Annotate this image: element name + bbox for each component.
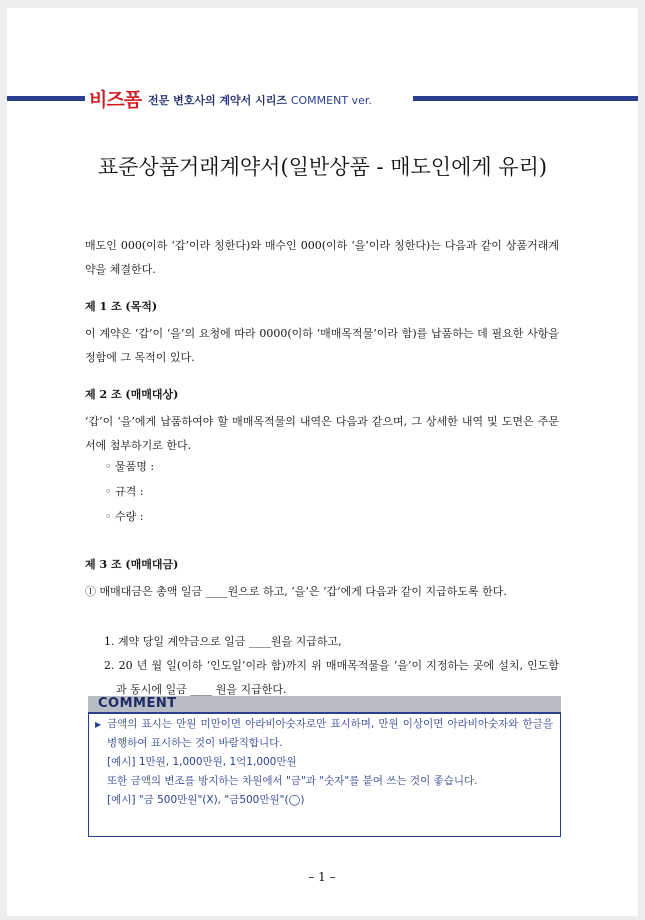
article2-text: ‘갑’이 ‘을’에게 납품하여야 할 매매목적물의 내역은 다음과 같으며, 그 상세한 내역 및 도면은 주문서에 첨부하기로 한다.	[85, 415, 559, 452]
series-title-ko: 전문 변호사의 계약서 시리즈	[148, 94, 287, 107]
intro-paragraph: 매도인 000(이하 ‘갑’이라 칭한다)와 매수인 000(이하 ‘을’이라 칭한다)는 다음과 같이 상품거래계약을 체결한다.	[85, 239, 559, 276]
contract-title: 표준상품거래계약서(일반상품 - 매도인에게 유리)	[97, 155, 548, 179]
article2-item: ◦ 수량 :	[105, 510, 144, 523]
article2-item: ◦ 규격 :	[105, 485, 144, 498]
triangle-right-icon: ▶	[95, 720, 102, 729]
article3-sub1: 1. 계약 당일 계약금으로 일금 ____원을 지급하고,	[104, 635, 342, 648]
article3-heading: 제 3 조 (매매대금)	[85, 558, 179, 571]
comment-body	[107, 715, 553, 810]
comment-label: COMMENT	[98, 696, 177, 711]
comment-line: [예시] "금 500만원"(X), "금500만원"(◯)	[107, 794, 305, 806]
document-page	[7, 8, 638, 916]
article1-heading: 제 1 조 (목적)	[85, 300, 158, 313]
article1-text: 이 계약은 ‘갑’이 ‘을’의 요청에 따라 0000(이하 ‘매매목적물’이라 함)를 납품하는 데 필요한 사항을 정함에 그 목적이 있다.	[85, 327, 559, 364]
comment-line: 또한 금액의 변조를 방지하는 차원에서 "금"과 "숫자"를 붙여 쓰는 것이 좋습니다.	[107, 775, 478, 787]
comment-line: 금액의 표시는 만원 미만이면 아라비아숫자로만 표시하며, 만원 이상이면 아라비아숫자와 한글을 병행하여 표시하는 것이 바람직합니다.	[107, 718, 553, 749]
article2-heading: 제 2 조 (매매대상)	[85, 388, 179, 401]
comment-line: [예시] 1만원, 1,000만원, 1억1,000만원	[107, 756, 297, 768]
article3-sub2: 2. 20 년 월 일(이하 ‘인도일’이라 함)까지 위 매매목적물을 ‘을’이 지정하는 곳에 설치, 인도함과 동시에 일금 ____ 원을 지급한다.	[104, 659, 559, 696]
document-header	[7, 88, 638, 110]
brand-logo: 비즈폼	[89, 89, 142, 111]
article2-item: ◦ 물품명 :	[105, 460, 155, 473]
article3-clause1: ① 매매대금은 총액 일금 ____원으로 하고, ‘을’은 ‘갑’에게 다음과 같이 지급하도록 한다.	[85, 585, 507, 598]
header-rule-right	[413, 96, 638, 101]
series-title-en: COMMENT ver.	[290, 94, 372, 107]
header-rule-left	[7, 96, 85, 101]
comment-tab	[88, 696, 561, 712]
series-title	[148, 92, 372, 108]
page-number: – 1 –	[308, 870, 336, 884]
